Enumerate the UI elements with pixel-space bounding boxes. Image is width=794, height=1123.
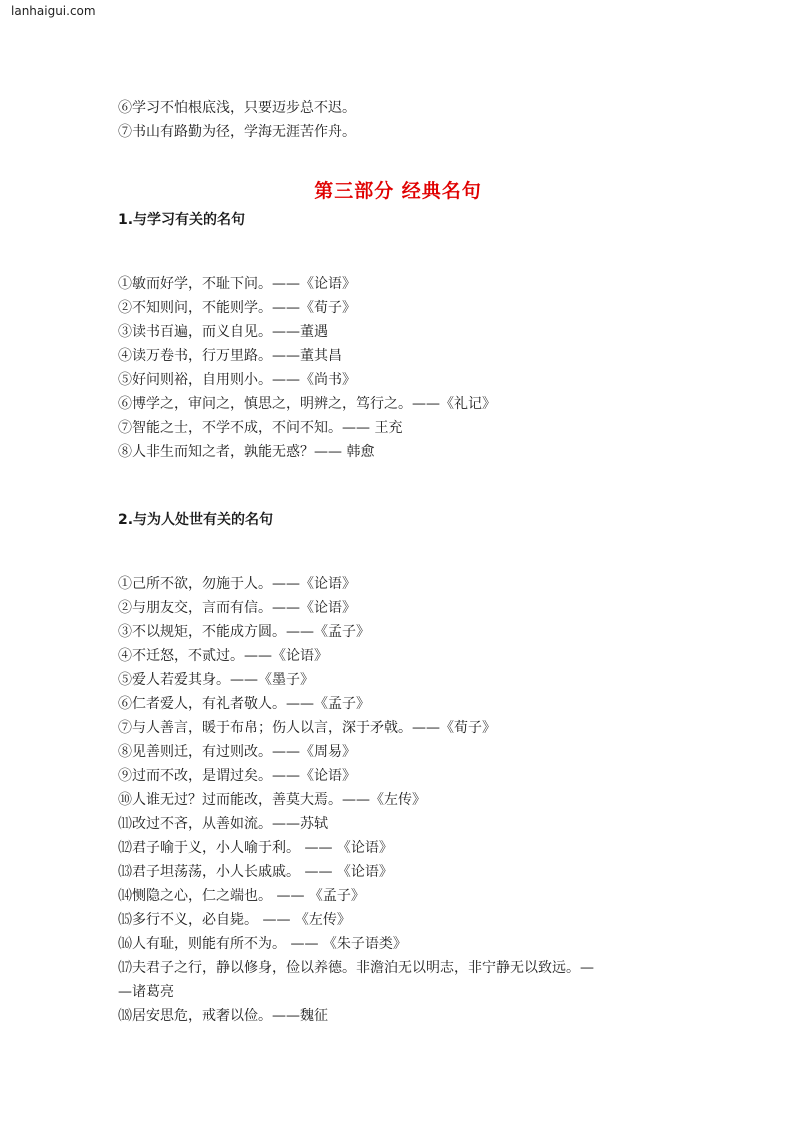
part-title: 第三部分 经典名句 [314, 180, 482, 202]
list-item: ③读书百遍，而义自见。——董遇 [118, 324, 328, 340]
conduct-quotes-list [118, 572, 678, 1028]
list-item: ⒄夫君子之行，静以修身，俭以养德。非澹泊无以明志，非宁静无以致远。— [118, 960, 594, 976]
list-item: ①敏而好学，不耻下问。——《论语》 [118, 276, 356, 292]
document-body [118, 96, 678, 1028]
list-item: ⑤好问则裕，自用则小。——《尚书》 [118, 372, 356, 388]
list-item: ⑥仁者爱人，有礼者敬人。——《孟子》 [118, 696, 370, 712]
list-item: ⒂多行不义，必自毙。 —— 《左传》 [118, 912, 351, 928]
section-heading-learning: 1.与学习有关的名句 [118, 212, 246, 228]
list-item: ③不以规矩，不能成方圆。——《孟子》 [118, 624, 370, 640]
list-item: ⒅居安思危，戒奢以俭。——魏征 [118, 1008, 328, 1024]
list-item: ④读万卷书，行万里路。——董其昌 [118, 348, 342, 364]
list-item: ⑨过而不改，是谓过矣。——《论语》 [118, 768, 356, 784]
list-item: ⑥博学之，审问之，慎思之，明辨之，笃行之。——《礼记》 [118, 396, 496, 412]
list-item: ⒁恻隐之心，仁之端也。 —— 《孟子》 [118, 888, 365, 904]
list-item: ④不迁怒，不贰过。——《论语》 [118, 648, 328, 664]
list-item: ⑧见善则迁，有过则改。——《周易》 [118, 744, 356, 760]
list-item: ⑩人谁无过？过而能改，善莫大焉。——《左传》 [118, 792, 426, 808]
list-item: —诸葛亮 [118, 984, 174, 1000]
list-item: ⑦智能之士，不学不成，不问不知。—— 王充 [118, 420, 403, 436]
list-item: ⑾改过不吝，从善如流。——苏轼 [118, 816, 328, 832]
learning-quotes-list [118, 272, 678, 464]
site-watermark: lanhaigui.com [11, 4, 96, 18]
list-item: ⑿君子喻于义，小人喻于利。 —— 《论语》 [118, 840, 393, 856]
list-item: ②不知则问，不能则学。——《荀子》 [118, 300, 356, 316]
list-item: ⒃人有耻，则能有所不为。 —— 《朱子语类》 [118, 936, 407, 952]
intro-list [118, 96, 678, 144]
section-heading-conduct: 2.与为人处世有关的名句 [118, 512, 274, 528]
list-item: ⑦与人善言，暖于布帛；伤人以言，深于矛戟。——《荀子》 [118, 720, 496, 736]
list-item: ①己所不欲，勿施于人。——《论语》 [118, 576, 356, 592]
list-item: ⒀君子坦荡荡，小人长戚戚。 —— 《论语》 [118, 864, 393, 880]
list-item: ⑤爱人若爱其身。——《墨子》 [118, 672, 314, 688]
list-item: ⑥学习不怕根底浅，只要迈步总不迟。 [118, 100, 356, 116]
list-item: ②与朋友交，言而有信。——《论语》 [118, 600, 356, 616]
list-item: ⑧人非生而知之者，孰能无惑？—— 韩愈 [118, 444, 375, 460]
list-item: ⑦书山有路勤为径，学海无涯苦作舟。 [118, 124, 356, 140]
